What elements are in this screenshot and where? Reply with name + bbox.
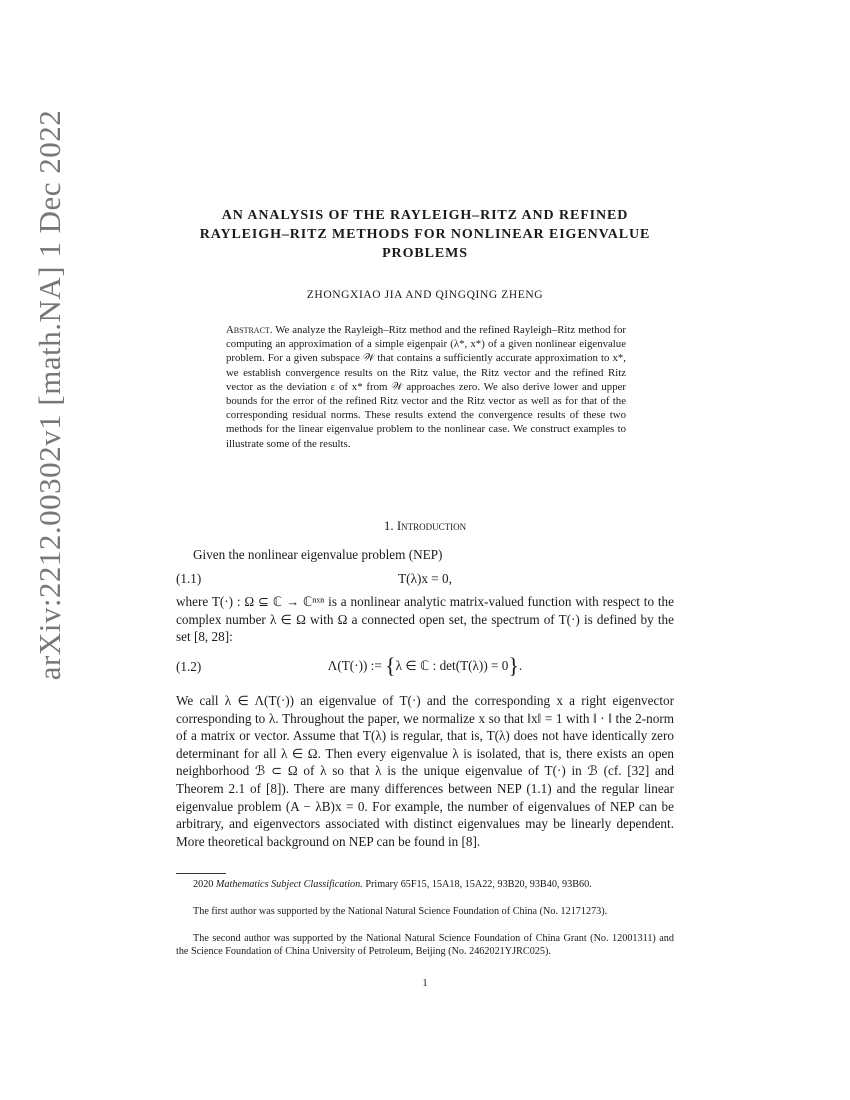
arxiv-stamp-text: arXiv:2212.00302v1 [math.NA] 1 Dec 2022: [32, 109, 67, 681]
msc-label: Mathematics Subject Classification.: [215, 879, 363, 890]
paragraph: We call λ ∈ Λ(T(·)) an eigenvalue of T(·) and the corresponding x a right eigenvector corresponding to λ. Throughout the paper, we normalize x so that ‖x‖ = 1 with ‖ · ‖ the 2-norm of a matrix or vector. Assume that T(λ) is regular, that is, T(λ) does not have identically zero determinant for all λ ∈ Ω. Then every eigenvalue λ is isolated, that is, there exists an open neighborhood ℬ ⊂ Ω of λ so that λ is the unique eigenvalue of T(·) in ℬ (cf. [32] and Theorem 2.1 of [8]). There are many differences between NEP (1.1) and the regular linear eigenvalue problem (A − λB)x = 0. For example, the number of eigenvalues of NEP can be arbitrary, and eigenvectors associated with distinct eigenvalues may be linearly dependent. More theoretical background on NEP can be found in [8].: [176, 693, 674, 849]
paragraph: where T(·) : Ω ⊆ ℂ → ℂⁿˣⁿ is a nonlinear analytic matrix-valued function with respect to the complex number λ ∈ Ω with Ω a connected open set, the spectrum of T(·) is defined by the set [8, 28]:: [176, 594, 674, 645]
msc-text: Primary 65F15, 15A18, 15A22, 93B20, 93B40, 93B60.: [365, 879, 592, 890]
equation-label: (1.2): [176, 659, 202, 674]
authors: ZHONGXIAO JIA AND QINGQING ZHENG: [306, 289, 544, 301]
equation-set: λ ∈ ℂ : det(T(λ)) = 0: [395, 658, 509, 673]
brace-open: {: [385, 653, 396, 678]
page-number: 1: [422, 978, 428, 989]
footnote-first-author: The first author was supported by the National Natural Science Foundation of China (No. 12171273).: [193, 906, 608, 917]
equation-end: .: [518, 658, 523, 673]
equation-label: (1.1): [176, 571, 202, 586]
intro-sentence: Given the nonlinear eigenvalue problem (NEP): [193, 547, 443, 562]
abstract: [226, 323, 626, 451]
paper-title: [150, 206, 700, 263]
section-name: Introduction: [396, 518, 467, 533]
equation-lhs: Λ(T(·)) :=: [327, 658, 382, 673]
brace-close: }: [508, 653, 519, 678]
title-line: RAYLEIGH–RITZ METHODS FOR NONLINEAR EIGENVALUE: [199, 227, 651, 242]
abstract-label: Abstract.: [226, 324, 273, 336]
title-line: PROBLEMS: [382, 246, 468, 261]
msc-year: 2020: [193, 879, 214, 890]
title-line: AN ANALYSIS OF THE RAYLEIGH–RITZ AND REFINED: [221, 208, 629, 223]
equation-1-1: T(λ)x = 0,: [398, 571, 452, 586]
footnote-rule: [176, 873, 226, 874]
equation-1-2: [290, 653, 560, 679]
section-number: 1.: [383, 518, 394, 533]
abstract-text: We analyze the Rayleigh–Ritz method and the refined Rayleigh–Ritz method for computing an approximation of a simple eigenpair (λ*, x*) of a given nonlinear eigenvalue problem. For a given subspace 𝒲 that contains a sufficiently accurate approximation to x*, we establish convergence results on the Ritz value, the Ritz vector and the refined Ritz vector as the deviation ε of x* from 𝒲 approaches zero. We also derive lower and upper bounds for the error of the refined Ritz vector and the Ritz vector as well as for that of the corresponding residual norms. These results extend the convergence results of these two methods for the linear eigenvalue problem to the nonlinear case. We construct examples to illustrate some of the results.: [226, 324, 626, 450]
section-heading: [150, 518, 700, 534]
footnote-msc: [176, 878, 674, 891]
footnote-second-author: The second author was supported by the National Natural Science Foundation of China Grant (No. 12001311) and the Science Foundation of China University of Petroleum, Beijing (No. 2462021YJRC025).: [176, 933, 674, 958]
